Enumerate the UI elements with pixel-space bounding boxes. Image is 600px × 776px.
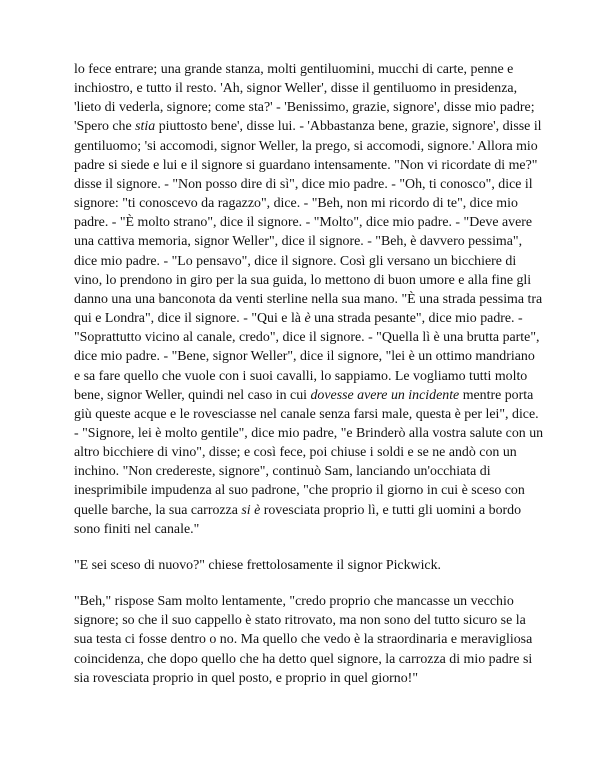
text-run: rovesciata proprio lì, e tutti gli uomini a bordo sono finiti nel canale." — [74, 502, 522, 537]
text-run: "Beh," rispose Sam molto lentamente, "credo proprio che mancasse un vecchio signore; so che il suo cappello è stato ritrovato, ma non sono del tutto sicuro se la sua testa ci fosse dentro o no. Ma quello che vedo è la straordinaria e meravigliosa coincidenza, che dopo quello che ha detto quel signore, la carrozza di mio padre si sia rovesciata proprio in quel posto, e proprio in quel giorno!" — [74, 594, 533, 686]
text-run: piuttosto bene', disse lui. - 'Abbastanza bene, grazie, signore', disse il gentiluomo; 'si accomodi, signor Weller, la prego, si accomodi, signore.' Allora mio padre si siede e lui e il signore si guardano intensamente. "Non vi ricordate di me?" disse il signore. - "Non posso dire di sì", dice mio padre. - "Oh, ti conosco", dice il signore: "ti conoscevo da ragazzo", dice. - "Beh, non mi ricordo di te", dice mio padre. - "È molto strano", dice il signore. - "Molto", dice mio padre. - "Deve avere una cattiva memoria, signor Weller", dice il signore. - "Beh, è davvero pessima", dice mio padre. - "Lo pensavo", dice il signore. Così gli versano un bicchiere di vino, lo prendono in giro per la sua guida, lo mettono di buon umore e alla fine gli danno una una banconota da venti sterline nella sua mano. "È una strada pessima tra qui e Londra", dice il signore. - "Qui e là — [74, 119, 543, 327]
italic-run: si è — [241, 502, 261, 518]
paragraph-3 — [74, 592, 544, 688]
document-page — [74, 60, 544, 705]
italic-run: è — [304, 311, 311, 327]
italic-run: stia — [135, 119, 156, 135]
text-run: lo fece entrare; una grande stanza, molti gentiluomini, mucchi di carte, penne e inchiostro, e tutto il resto. 'Ah, signor Weller', disse il gentiluomo in presidenza, 'lieto di vederla, signore; come sta?' - 'Benissimo, grazie, signore', disse mio padre; 'Spero che — [74, 62, 535, 135]
text-run: mentre porta giù queste acque e le rovesciasse nel canale senza farsi male, questa è per lei", dice. - "Signore, lei è molto gentile", dice mio padre, "e Brinderò alla vostra salute con un altro bicchiere di vino", disse; e così fece, poi chiuse i soldi e se ne andò con un inchino. "Non credereste, signore", continuò Sam, lanciando un'occhiata di inesprimibile impudenza al suo padrone, "che proprio il giorno in cui è sceso con quelle barche, la sua carrozza — [74, 387, 544, 518]
paragraph-1 — [74, 60, 544, 539]
italic-run: dovesse avere un incidente — [310, 387, 460, 403]
paragraph-2 — [74, 556, 544, 575]
text-run: "E sei sceso di nuovo?" chiese frettolosamente il signor Pickwick. — [74, 557, 442, 573]
text-run: una strada pesante", dice mio padre. - "Soprattutto vicino al canale, credo", dice il signore. - "Quella lì è una brutta parte", dice mio padre. - "Bene, signor Weller", dice il signore, "lei è un ottimo mandriano e sa fare quello che vuole con i suoi cavalli, lo sappiamo. Le vogliamo tutti molto bene, signor Weller, quindi nel caso in cui — [74, 311, 540, 403]
